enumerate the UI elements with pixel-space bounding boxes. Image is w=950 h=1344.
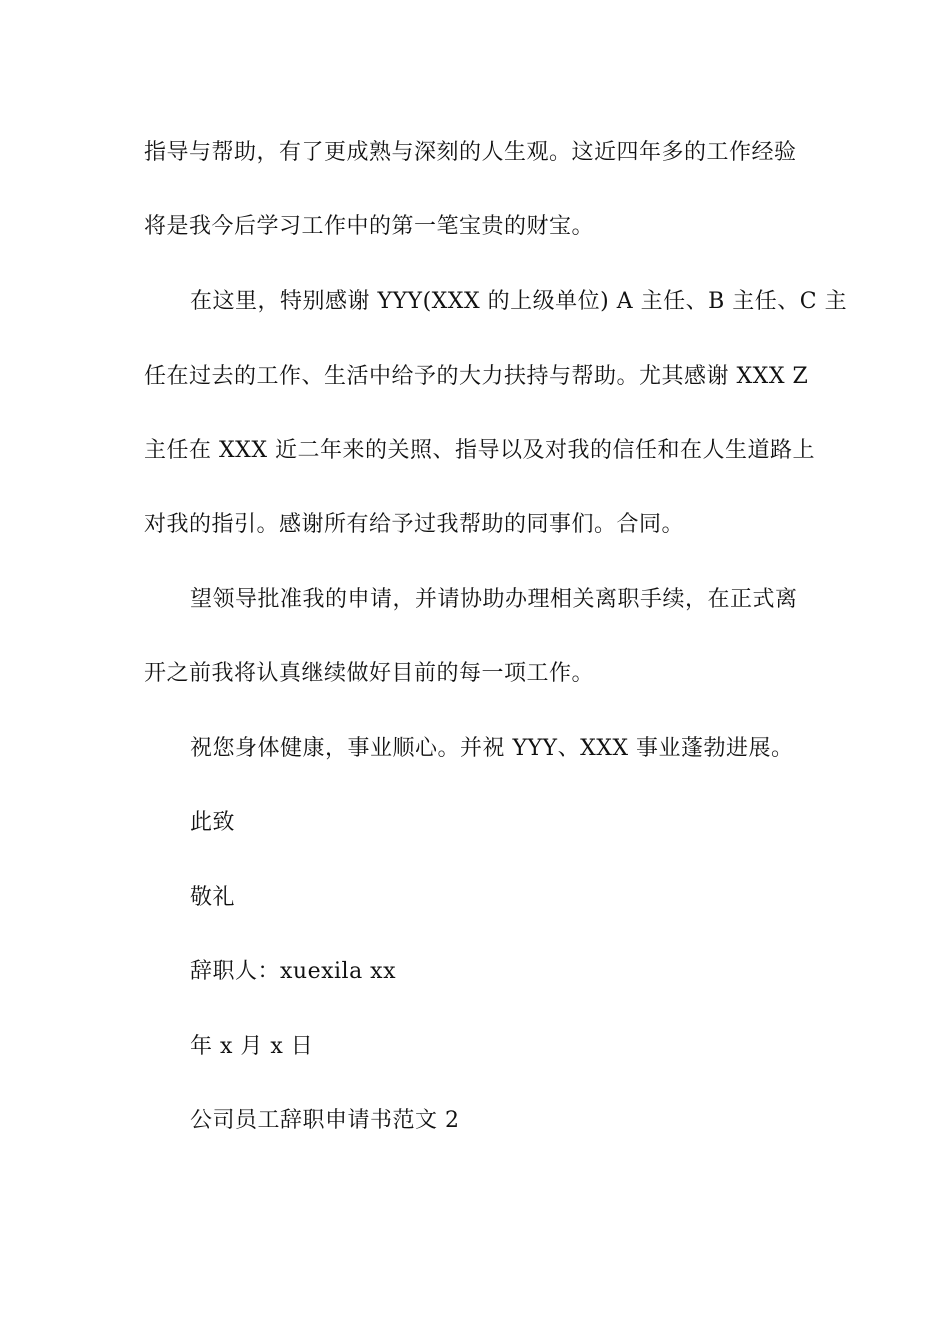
salutation-jing-li: 敬礼 [190, 885, 236, 910]
paragraph-3-line-1: 望领导批准我的申请，并请协助办理相关离职手续，在正式离 [190, 587, 798, 612]
paragraph-1-line-1: 指导与帮助，有了更成熟与深刻的人生观。这近四年多的工作经验 [144, 140, 797, 165]
paragraph-3-line-2: 开之前我将认真继续做好目前的每一项工作。 [144, 661, 595, 686]
wishes-line: 祝您身体健康，事业顺心。并祝 YYY、XXX 事业蓬勃进展。 [190, 736, 794, 761]
paragraph-1-line-2: 将是我今后学习工作中的第一笔宝贵的财宝。 [144, 214, 595, 239]
paragraph-2-line-4: 对我的指引。感谢所有给予过我帮助的同事们。合同。 [144, 512, 685, 537]
signature-line: 辞职人：xuexila xx [190, 959, 396, 984]
paragraph-2-line-3: 主任在 XXX 近二年来的关照、指导以及对我的信任和在人生道路上 [144, 438, 815, 463]
salutation-ci-zhi: 此致 [190, 810, 236, 835]
paragraph-2-line-1: 在这里，特别感谢 YYY(XXX 的上级单位) A 主任、B 主任、C 主 [190, 289, 848, 314]
paragraph-2-line-2: 任在过去的工作、生活中给予的大力扶持与帮助。尤其感谢 XXX Z [144, 364, 809, 389]
date-line: 年 x 月 x 日 [190, 1034, 314, 1059]
next-section-heading: 公司员工辞职申请书范文 2 [190, 1108, 460, 1133]
